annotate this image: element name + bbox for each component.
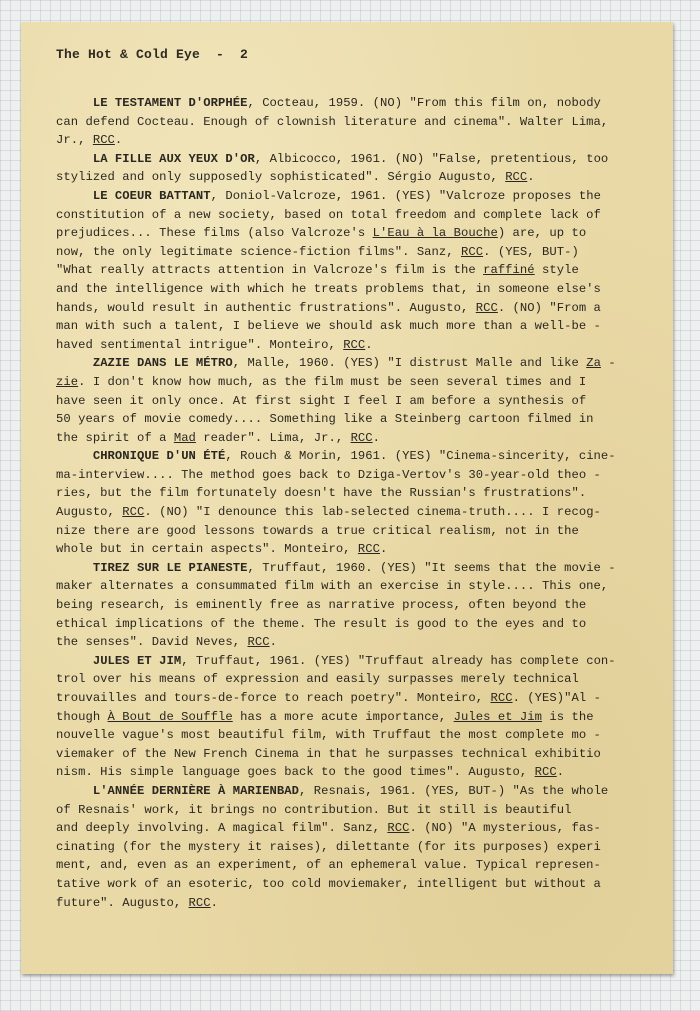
text-run: tative work of an esoteric, too cold moviemaker, intelligent but without a	[56, 876, 601, 891]
text-line	[56, 503, 646, 522]
text-run: .	[527, 170, 535, 185]
text-run: and deeply involving. A magical film". Sanz,	[56, 821, 388, 836]
film-title: CHRONIQUE D'UN ÉTÉ	[92, 449, 226, 464]
text-line	[56, 801, 646, 820]
text-run: ment, and, even as an experiment, of an ephemeral value. Typical represen-	[56, 858, 601, 873]
text-run	[56, 96, 93, 110]
text-run	[56, 654, 93, 668]
text-run: .	[365, 337, 373, 352]
text-run: has a more acute importance,	[232, 709, 454, 724]
film-title: ZAZIE DANS LE MÉTRO	[92, 356, 233, 371]
text-line	[56, 317, 646, 336]
text-line	[56, 596, 646, 615]
underlined-text: RCC	[122, 505, 145, 520]
underlined-text: RCC	[188, 895, 211, 910]
underlined-text: RCC	[357, 542, 381, 557]
text-run: whole but in certain aspects". Monteiro,	[56, 542, 358, 557]
text-line	[56, 113, 646, 132]
text-run: man with such a talent, I believe we should ask much more than a well-be -	[56, 319, 601, 334]
text-run: though	[56, 709, 108, 724]
text-run: style	[534, 263, 579, 278]
text-run: being research, is eminently free as narrative process, often beyond the	[56, 598, 587, 613]
text-line	[56, 280, 646, 299]
text-line	[56, 782, 646, 801]
text-line	[56, 652, 646, 671]
text-line	[56, 577, 646, 596]
text-run: 50 years of movie comedy.... Something like a Steinberg cartoon filmed in	[56, 412, 594, 427]
text-line	[56, 615, 646, 634]
text-run: , Resnais, 1961. (YES, BUT-) "As the whole	[299, 783, 609, 798]
text-run: have seen it only once. At first sight I feel I am before a synthesis of	[56, 393, 587, 408]
text-line	[56, 819, 646, 838]
text-run: the senses". David Neves,	[56, 635, 248, 650]
text-run: .	[372, 430, 381, 445]
text-run: hands, would result in authentic frustrations". Augusto,	[56, 300, 476, 315]
text-run: future". Augusto,	[56, 895, 189, 910]
text-line	[56, 243, 646, 262]
page-header: The Hot & Cold Eye - 2	[56, 47, 249, 62]
film-title: LA FILLE AUX YEUX D'OR	[92, 151, 255, 166]
text-run: . I don't know how much, as the film must be seen several times and I	[78, 374, 587, 389]
underlined-text: RCC	[475, 300, 498, 315]
text-run: , Albicocco, 1961. (NO) "False, pretentious, too	[254, 151, 609, 166]
text-line	[56, 708, 646, 727]
underlined-text: RCC	[247, 635, 270, 650]
text-line	[56, 392, 646, 411]
underlined-text: RCC	[505, 170, 528, 185]
underlined-text: RCC	[387, 821, 410, 836]
text-line	[56, 484, 646, 503]
page-body	[56, 94, 646, 912]
text-line	[56, 689, 646, 708]
text-run	[56, 189, 93, 203]
text-run: . (NO) "I denounce this lab-selected cinema-truth.... I recog-	[144, 505, 601, 520]
text-run: prejudices... These films (also Valcroze's	[56, 226, 373, 241]
text-run: nism. His simple language goes back to the good times". Augusto,	[56, 765, 535, 780]
text-run: nouvelle vague's most beautiful film, with Truffaut the most complete mo -	[56, 728, 601, 743]
typed-page	[21, 22, 673, 974]
text-run: ) are, up to	[497, 226, 587, 241]
text-run: ries, but the film fortunately doesn't have the Russian's frustrations".	[56, 486, 587, 501]
text-run	[56, 356, 93, 370]
text-line	[56, 373, 646, 392]
text-run: haved sentimental intrigue". Monteiro,	[56, 337, 344, 352]
text-line	[56, 763, 646, 782]
underlined-text: RCC	[92, 133, 115, 148]
text-line	[56, 856, 646, 875]
text-line	[56, 94, 646, 113]
film-title: JULES ET JIM	[92, 653, 182, 668]
text-line	[56, 150, 646, 169]
text-line	[56, 299, 646, 318]
text-run	[56, 449, 93, 463]
underlined-text: RCC	[343, 337, 366, 352]
text-line	[56, 224, 646, 243]
text-line	[56, 466, 646, 485]
text-run: is the	[542, 709, 594, 724]
text-run: , Doniol-Valcroze, 1961. (YES) "Valcroze proposes the	[210, 188, 601, 203]
text-line	[56, 745, 646, 764]
text-run: nize there are good lessons towards a true critical realism, not in the	[56, 523, 579, 538]
text-run: -	[600, 356, 616, 371]
text-run	[56, 784, 93, 798]
text-line	[56, 540, 646, 559]
text-run: cinating (for the mystery it raises), dilettante (for its purposes) experi	[56, 839, 601, 854]
text-run: .	[114, 133, 123, 148]
film-title: LE TESTAMENT D'ORPHÉE	[92, 96, 248, 110]
text-run: Augusto,	[56, 505, 123, 520]
text-run: . (YES, BUT-)	[483, 244, 579, 259]
underlined-text: RCC	[534, 765, 557, 780]
film-title: LE COEUR BATTANT	[92, 188, 211, 203]
text-line	[56, 875, 646, 894]
text-line	[56, 559, 646, 578]
text-run: , Cocteau, 1959. (NO) "From this film on, nobody	[247, 96, 601, 110]
text-run: "What really attracts attention in Valcroze's film is the	[56, 263, 484, 278]
text-run: . (NO) "A mysterious, fas-	[409, 821, 601, 836]
underlined-text: raffiné	[483, 263, 535, 278]
text-line	[56, 168, 646, 187]
text-run: .	[380, 542, 388, 557]
text-line	[56, 670, 646, 689]
text-run: the spirit of a	[56, 430, 174, 445]
underlined-text: Jules et Jim	[453, 709, 543, 724]
text-run: constitution of a new society, based on total freedom and complete lack of	[56, 207, 601, 222]
text-run	[56, 152, 93, 166]
text-run: trouvailles and tours-de-force to reach poetry". Monteiro,	[56, 691, 491, 705]
text-run: . (YES)"Al -	[512, 691, 601, 705]
text-line	[56, 894, 646, 913]
text-run: , Truffaut, 1960. (YES) "It seems that the movie -	[247, 560, 616, 575]
text-line	[56, 206, 646, 225]
text-line	[56, 187, 646, 206]
underlined-text: Mad	[173, 430, 196, 445]
text-run: , Truffaut, 1961. (YES) "Truffaut already has complete con-	[181, 653, 616, 668]
text-run: . (NO) "From a	[497, 300, 601, 315]
underlined-text: RCC	[350, 430, 373, 445]
text-run: maker alternates a consummated film with an exercise in style.... This one,	[56, 579, 609, 594]
text-run: .	[269, 635, 277, 650]
text-line	[56, 131, 646, 150]
text-line	[56, 447, 646, 466]
text-run: and the intelligence with which he treats problems that, in someone else's	[56, 281, 601, 296]
text-run: stylized and only supposedly sophisticated". Sérgio Augusto,	[56, 170, 506, 185]
text-run: viemaker of the New French Cinema in that he surpasses technical exhibitio	[56, 746, 601, 761]
text-run: of Resnais' work, it brings no contribution. But it still is beautiful	[56, 802, 572, 817]
text-run: ma-interview.... The method goes back to Dziga-Vertov's 30-year-old theo -	[56, 467, 601, 482]
underlined-text: RCC	[461, 244, 484, 259]
text-line	[56, 410, 646, 429]
text-run: now, the only legitimate science-fiction films". Sanz,	[56, 244, 462, 259]
text-line	[56, 336, 646, 355]
underlined-text: RCC	[490, 691, 513, 705]
text-run: , Rouch & Morin, 1961. (YES) "Cinema-sincerity, cine-	[225, 449, 616, 464]
underlined-text: L'Eau à la Bouche	[372, 226, 498, 241]
text-line	[56, 354, 646, 373]
text-line	[56, 838, 646, 857]
text-run: trol over his means of expression and easily surpasses merely technical	[56, 672, 579, 687]
film-title: TIREZ SUR LE PIANESTE	[92, 560, 248, 575]
underlined-text: zie	[56, 374, 79, 389]
text-line	[56, 261, 646, 280]
text-run: .	[210, 895, 219, 910]
text-line	[56, 726, 646, 745]
text-run: reader". Lima, Jr.,	[195, 430, 351, 445]
film-title: L'ANNÉE DERNIÈRE À MARIENBAD	[92, 783, 300, 798]
text-run: can defend Cocteau. Enough of clownish literature and cinema". Walter Lima,	[56, 114, 609, 129]
underlined-text: À Bout de Souffle	[107, 709, 233, 724]
underlined-text: Za	[586, 356, 601, 371]
text-line	[56, 522, 646, 541]
text-run: .	[556, 765, 565, 780]
text-run	[56, 561, 93, 575]
text-line	[56, 633, 646, 652]
text-run: , Malle, 1960. (YES) "I distrust Malle and like	[232, 356, 587, 371]
text-run: ethical implications of the theme. The result is good to the eyes and to	[56, 616, 587, 631]
text-line	[56, 429, 646, 448]
text-run: Jr.,	[56, 133, 93, 148]
